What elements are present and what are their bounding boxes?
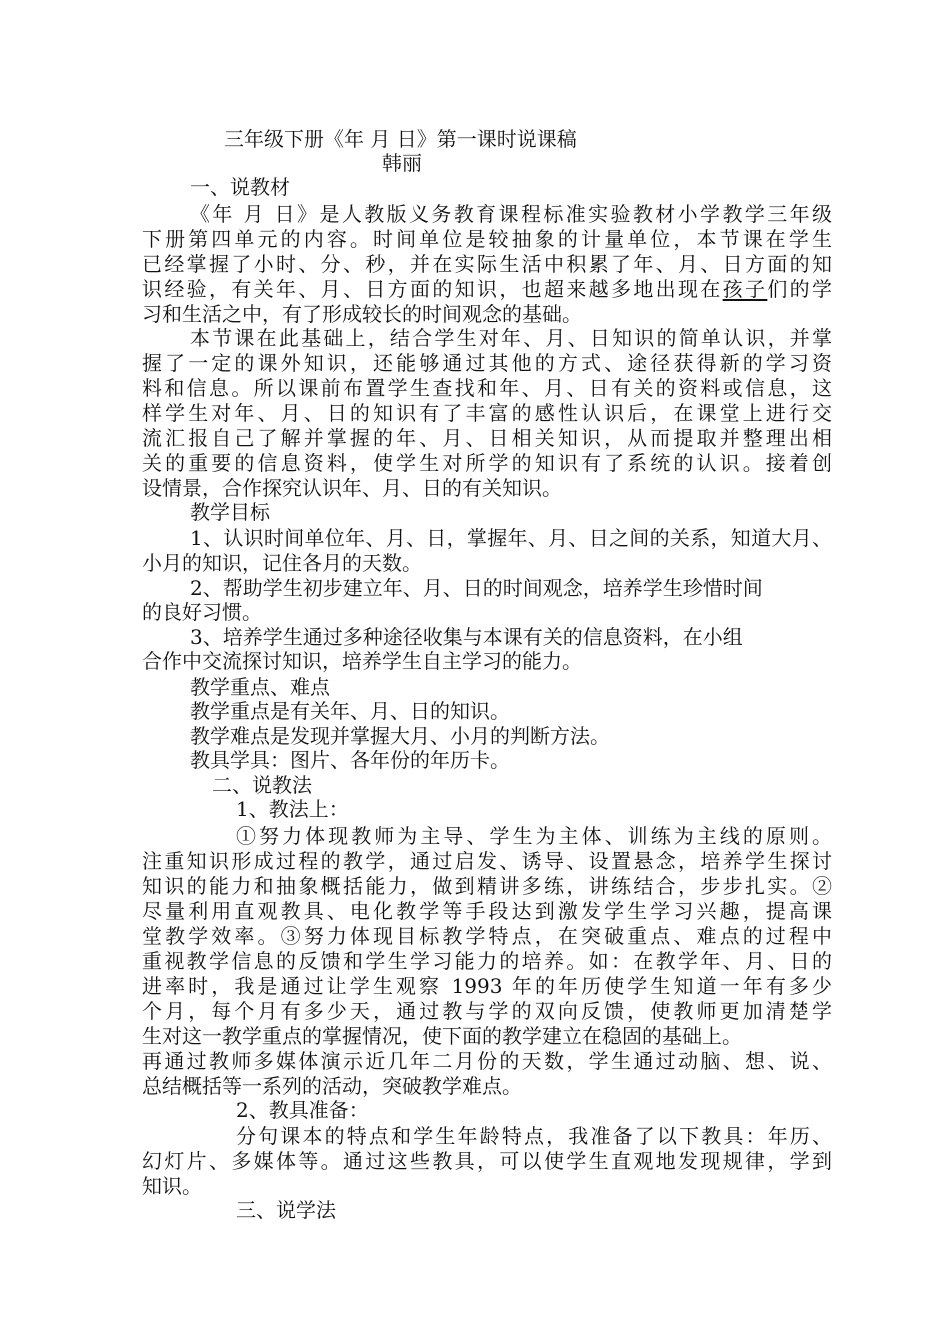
paragraph-line: 教具学具：图片、各年份的年历卡。: [190, 748, 510, 772]
paragraph-line: ①努力体现教师为主导、学生为主体、训练为主线的原则。: [236, 824, 832, 848]
section-heading: 一、说教材: [190, 175, 290, 199]
text-segment: 识经验，有关年、月、日方面的知识，也超来越多地出现在: [142, 277, 723, 301]
paragraph-line: 3、培养学生通过多种途径收集与本课有关的信息资料，在小组: [190, 625, 743, 649]
subsection-heading: 1、教法上：: [236, 797, 349, 821]
paragraph-line: 下册第四单元的内容。时间单位是较抽象的计量单位，本节课在学生: [142, 227, 832, 251]
author-name: 韩丽: [382, 151, 422, 175]
paragraph-line: 关的重要的信息资料，使学生对所学的知识有了系统的认识。接着创: [142, 451, 832, 475]
paragraph-line: 2、帮助学生初步建立年、月、日的时间观念，培养学生珍惜时间: [190, 576, 763, 600]
paragraph-line: 进率时，我是通过让学生观察 1993 年的年历使学生知道一年有多少: [142, 974, 832, 998]
paragraph-line: 本节课在此基础上，结合学生对年、月、日知识的简单认识，并掌: [190, 326, 832, 350]
paragraph-line: 料和信息。所以课前布置学生查找和年、月、日有关的资料或信息，这: [142, 376, 832, 400]
paragraph-line: 堂教学效率。③努力体现目标教学特点，在突破重点、难点的过程中: [142, 924, 832, 948]
paragraph-line: 的良好习惯。: [142, 600, 262, 624]
section-heading: 二、说教法: [212, 773, 312, 797]
paragraph-line: [142, 277, 832, 301]
paragraph-line: 《年 月 日》是人教版义务教育课程标准实验教材小学教学三年级: [190, 202, 832, 226]
paragraph-line: 教学难点是发现并掌握大月、小月的判断方法。: [190, 724, 610, 748]
text-segment: 们的学: [767, 277, 833, 301]
paragraph-line: 知识。: [142, 1174, 202, 1198]
paragraph-line: 分句课本的特点和学生年龄特点，我准备了以下教具：年历、: [236, 1124, 832, 1148]
paragraph-line: 习和生活之中，有了形成较长的时间观念的基础。: [142, 302, 582, 326]
paragraph-line: 握了一定的课外知识，还能够通过其他的方式、途径获得新的学习资: [142, 351, 832, 375]
section-heading: 教学重点、难点: [190, 675, 330, 699]
paragraph-line: 流汇报自己了解并掌握的年、月、日相关知识，从而提取并整理出相: [142, 426, 832, 450]
paragraph-line: 个月，每个月有多少天，通过教与学的双向反馈，使教师更加清楚学: [142, 999, 832, 1023]
paragraph-line: 小月的知识，记住各月的天数。: [142, 551, 422, 575]
paragraph-line: 设情景，合作探究认识年、月、日的有关知识。: [142, 476, 562, 500]
document-title: 三年级下册《年 月 日》第一课时说课稿: [224, 127, 577, 151]
paragraph-line: 总结概括等一系列的活动，突破教学难点。: [142, 1074, 522, 1098]
paragraph-line: 合作中交流探讨知识，培养学生自主学习的能力。: [142, 649, 582, 673]
paragraph-line: 1、认识时间单位年、月、日，掌握年、月、日之间的关系，知道大月、: [190, 526, 832, 550]
paragraph-line: 生对这一教学重点的掌握情况，使下面的教学建立在稳固的基础上。: [142, 1024, 742, 1048]
paragraph-line: 已经掌握了小时、分、秒，并在实际生活中积累了年、月、日方面的知: [142, 252, 832, 276]
paragraph-line: 幻灯片、多媒体等。通过这些教具，可以使学生直观地发现规律，学到: [142, 1149, 832, 1173]
paragraph-line: 注重知识形成过程的教学，通过启发、诱导、设置悬念，培养学生探讨: [142, 849, 832, 873]
paragraph-line: 再通过教师多媒体演示近几年二月份的天数，学生通过动脑、想、说、: [142, 1049, 832, 1073]
paragraph-line: 样学生对年、月、日的知识有了丰富的感性认识后，在课堂上进行交: [142, 401, 832, 425]
section-heading: 教学目标: [190, 500, 270, 524]
paragraph-line: 尽量利用直观教具、电化教学等手段达到激发学生学习兴趣，提高课: [142, 899, 832, 923]
paragraph-line: 重视教学信息的反馈和学生学习能力的培养。如：在教学年、月、日的: [142, 949, 832, 973]
paragraph-line: 知识的能力和抽象概括能力，做到精讲多练，讲练结合，步步扎实。②: [142, 874, 832, 898]
paragraph-line: 教学重点是有关年、月、日的知识。: [190, 699, 510, 723]
link-text[interactable]: 孩子: [722, 277, 768, 301]
section-heading: 三、说学法: [236, 1198, 336, 1222]
subsection-heading: 2、教具准备：: [236, 1098, 369, 1122]
